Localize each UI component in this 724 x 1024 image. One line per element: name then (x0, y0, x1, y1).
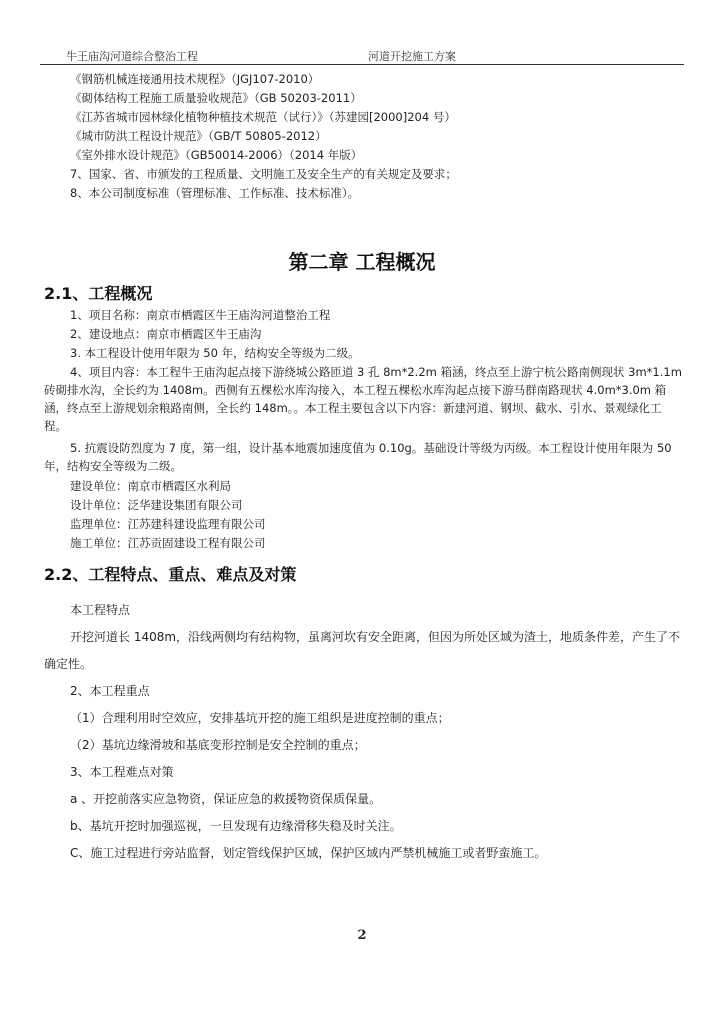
page-number: 2 (357, 928, 367, 943)
reference-item: 《室外排水设计规范》（GB50014-2006）（2014 年版） (70, 148, 363, 162)
difficulty-item: C、施工过程进行旁站监督，划定管线保护区域，保护区域内严禁机械施工或者野蛮施工。 (70, 846, 547, 860)
unit-owner: 建设单位：南京市栖霞区水利局 (70, 479, 231, 493)
reference-item: 《砌体结构工程施工质量验收规范》（GB 50203-2011） (70, 91, 362, 105)
project-name: 1、项目名称：南京市栖霞区牛王庙沟河道整治工程 (70, 308, 331, 322)
reference-item: 《城市防洪工程设计规范》（GB/T 50805-2012） (70, 129, 327, 143)
difficulty-title: 3、本工程难点对策 (70, 765, 174, 779)
feature-text: 开挖河道长 1408m，沿线两侧均有结构物，虽离河坎有安全距离，但因为所处区域为渣土，地质条件差，产生了不确定性。 (44, 630, 681, 671)
project-location: 2、建设地点：南京市栖霞区牛王庙沟 (70, 327, 262, 341)
feature-title: 本工程特点 (70, 603, 131, 617)
header-document-title: 河道开挖施工方案 (368, 50, 456, 63)
seismic-info: 5. 抗震设防烈度为 7 度，第一组，设计基本地震加速度值为 0.10g。基础设计等级为丙级。本工程设计使用年限为 50 年，结构安全等级为二级。 (44, 441, 672, 473)
unit-contractor: 施工单位：江苏贡固建设工程有限公司 (70, 536, 266, 550)
unit-designer: 设计单位：泛华建设集团有限公司 (70, 498, 243, 512)
difficulty-item: b、基坑开挖时加强巡视，一旦发现有边缘滑移失稳及时关注。 (70, 819, 402, 833)
reference-item: 《江苏省城市园林绿化植物种植技术规范（试行）》（苏建园[2000]204 号） (70, 110, 456, 124)
reference-item: 《钢筋机械连接通用技术规程》（JGJ107-2010） (70, 72, 320, 86)
requirement-item: 7、国家、省、市颁发的工程质量、文明施工及安全生产的有关规定及要求； (70, 167, 457, 181)
section-heading-2-2: 2.2、工程特点、重点、难点及对策 (44, 565, 297, 584)
key-title: 2、本工程重点 (70, 684, 150, 698)
difficulty-item: a 、开挖前落实应急物资，保证应急的救援物资保质保量。 (70, 792, 382, 806)
header-project-title: 牛王庙沟河道综合整治工程 (66, 50, 198, 63)
section-heading-2-1: 2.1、工程概况 (44, 284, 153, 303)
requirement-item: 8、本公司制度标准（管理标准、工作标准、技术标准）。 (70, 186, 360, 200)
page-header (40, 44, 684, 65)
project-content: 4、项目内容：本工程牛王庙沟起点接下游绕城公路匝道 3 孔 8m*2.2m 箱涵，终点至上游宁杭公路南侧现状 3m*1.1m 砖砌排水沟，全长约为 1408m。西侧有五棵松水库沟接入，本工程五棵松水库沟起点接下游马群南路现状 4.0m*3.0m 箱涵，终点至上游规划余粮路南侧，全长约 148m。。本工程主要包含以下内容：新建河道、钢坝、截水、引水、景观绿化工程。 (44, 365, 682, 433)
design-life: 3. 本工程设计使用年限为 50 年，结构安全等级为二级。 (70, 346, 360, 360)
unit-supervisor: 监理单位：江苏建科建设监理有限公司 (70, 517, 266, 531)
key-item: （1）合理利用时空效应，安排基坑开挖的施工组织是进度控制的重点； (70, 711, 450, 725)
key-item: （2）基坑边缘滑坡和基底变形控制是安全控制的重点； (70, 738, 366, 752)
chapter-title: 第二章 工程概况 (288, 250, 436, 274)
